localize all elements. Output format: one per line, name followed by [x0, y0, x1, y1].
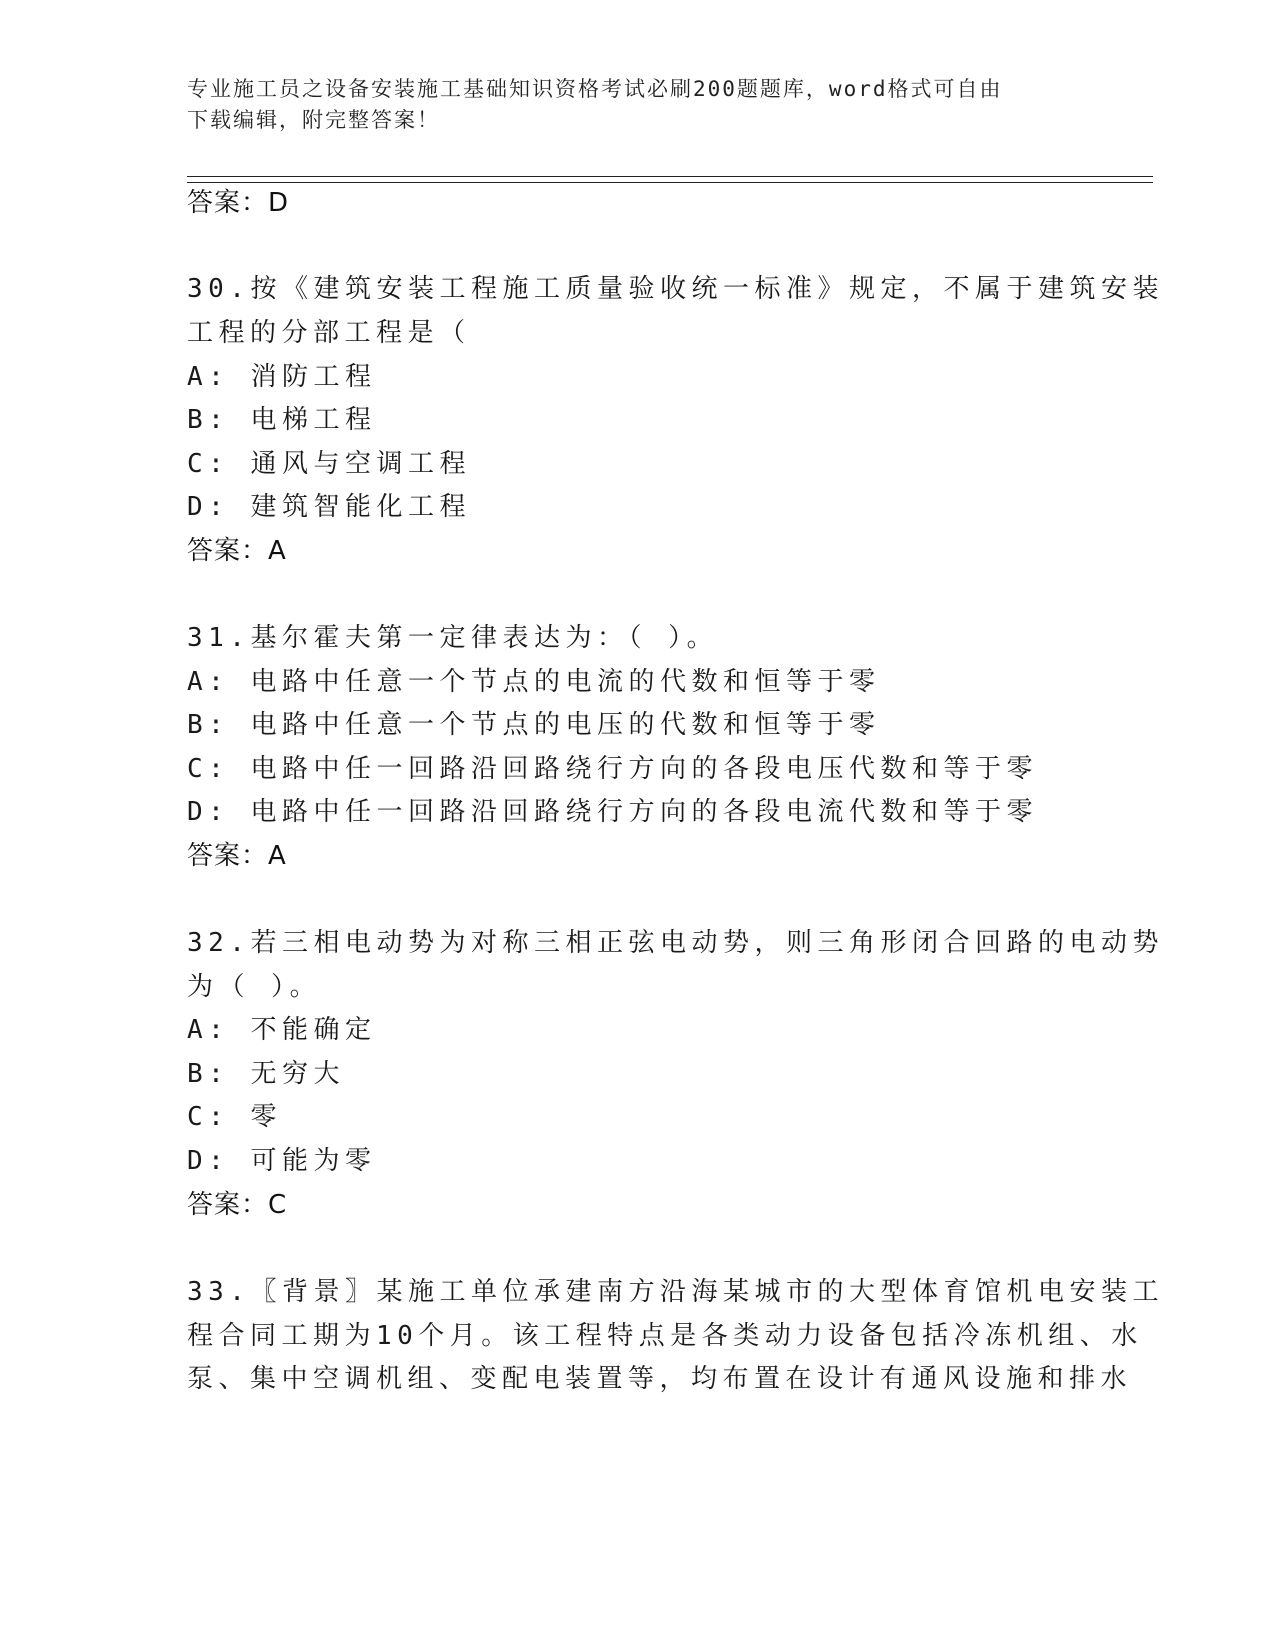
- q32-answer: 答案：C: [187, 1190, 288, 1220]
- q32-option-a: A: 不能确定: [187, 1015, 377, 1045]
- q33-stem-line-2: 程合同工期为10个月。该工程特点是各类动力设备包括冷冻机组、水: [187, 1321, 1143, 1351]
- q31-stem-line-1: 31.基尔霍夫第一定律表达为：（ ）。: [187, 623, 719, 653]
- previous-answer: 答案：D: [187, 188, 290, 218]
- q30-answer: 答案：A: [187, 536, 287, 566]
- q31-answer: 答案：A: [187, 841, 287, 871]
- q32-stem-line-1: 32.若三相电动势为对称三相正弦电动势，则三角形闭合回路的电动势: [187, 928, 1164, 958]
- q33-stem-line-1: 33.〖背景〗某施工单位承建南方沿海某城市的大型体育馆机电安装工: [187, 1277, 1164, 1307]
- q32-stem-line-2: 为（ ）。: [187, 972, 322, 1002]
- q31-option-b: B: 电路中任意一个节点的电压的代数和恒等于零: [187, 710, 881, 740]
- q30-stem-line-1: 30.按《建筑安装工程施工质量验收统一标准》规定，不属于建筑安装: [187, 274, 1164, 304]
- q30-option-d: D: 建筑智能化工程: [187, 492, 471, 522]
- q31-option-d: D: 电路中任一回路沿回路绕行方向的各段电流代数和等于零: [187, 797, 1038, 827]
- q30-option-a: A: 消防工程: [187, 362, 377, 392]
- header-rule-bottom: [187, 182, 1153, 183]
- header-line-2: 下载编辑，附完整答案！: [187, 108, 440, 132]
- document-header: [187, 74, 1087, 136]
- q30-option-c: C: 通风与空调工程: [187, 449, 471, 479]
- q31-option-a: A: 电路中任意一个节点的电流的代数和恒等于零: [187, 667, 881, 697]
- header-rule-top: [187, 176, 1153, 177]
- header-line-1: 专业施工员之设备安装施工基础知识资格考试必刷200题题库，word格式可自由: [187, 77, 1003, 101]
- q32-option-d: D: 可能为零: [187, 1146, 377, 1176]
- q32-option-b: B: 无穷大: [187, 1059, 345, 1089]
- q32-option-c: C: 零: [187, 1102, 282, 1132]
- q33-stem-line-3: 泵、集中空调机组、变配电装置等，均布置在设计有通风设施和排水: [187, 1364, 1133, 1394]
- q30-option-b: B: 电梯工程: [187, 405, 377, 435]
- q30-stem-line-2: 工程的分部工程是（: [187, 318, 471, 348]
- q31-option-c: C: 电路中任一回路沿回路绕行方向的各段电压代数和等于零: [187, 754, 1038, 784]
